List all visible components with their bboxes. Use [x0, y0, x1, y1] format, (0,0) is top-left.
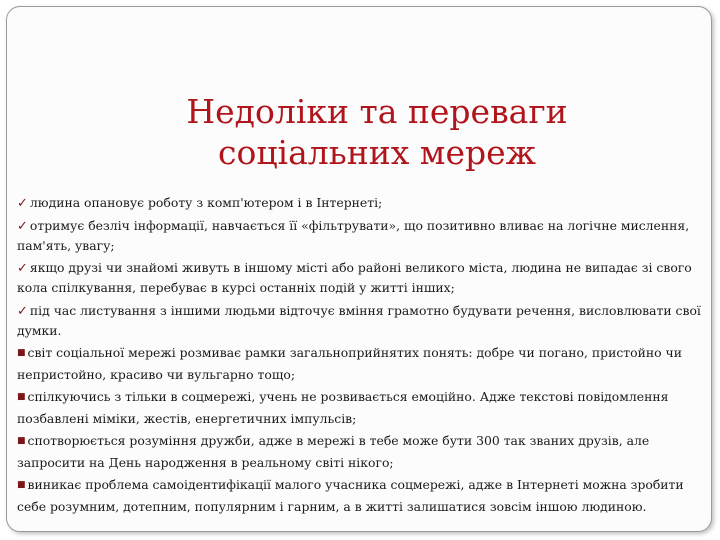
square-bullet-icon: ■ [17, 391, 26, 402]
bullet-item [17, 216, 707, 255]
bullet-item [17, 387, 707, 428]
bullet-item [17, 193, 707, 213]
slide-title [67, 91, 687, 173]
square-bullet-icon: ■ [17, 436, 26, 447]
bullet-item [17, 258, 707, 297]
bullet-list [17, 193, 707, 520]
bullet-item [17, 475, 707, 516]
checkmark-icon: ✓ [17, 303, 28, 319]
bullet-text: людина опановує роботу з комп'ютером і в Інтернеті; [29, 195, 383, 210]
bullet-text: світ соціальної мережі розмиває рамки загальноприйнятих понять: добре чи погано, пристойно чи непристойно, красиво чи вульгарно тощо; [17, 344, 682, 382]
checkmark-icon: ✓ [17, 219, 28, 235]
square-bullet-icon: ■ [17, 347, 26, 358]
slide-title-line-2: соціальних мереж [217, 133, 537, 172]
bullet-text: під час листування з іншими людьми відточує вміння грамотно будувати речення, висловлювати свої думки. [17, 302, 701, 338]
bullet-item [17, 431, 707, 472]
bullet-item [17, 301, 707, 340]
checkmark-icon: ✓ [17, 196, 28, 211]
bullet-text: отримує безліч інформації, навчається її «фільтрувати», що позитивно вливає на логічне мислення, пам'ять, увагу; [17, 218, 690, 254]
slide-title-line-1: Недоліки та переваги [186, 92, 568, 131]
square-bullet-icon: ■ [17, 480, 26, 491]
bullet-text: спілкуючись з тільки в соцмережі, учень не розвивається емоційно. Адже текстові повідомлення позбавлені міміки, жестів, енергетичних імпульсів; [17, 388, 669, 426]
checkmark-icon: ✓ [17, 261, 28, 277]
bullet-text: якщо друзі чи знайомі живуть в іншому місті або районі великого міста, людина не випадає зі свого кола спілкування, перебуває в курсі останніх подій у житті інших; [17, 260, 692, 296]
bullet-item [17, 343, 707, 384]
bullet-text: спотворюється розуміння дружби, адже в мережі в тебе може бути 300 так званих друзів, але запросити на День народження в реальному світі нікого; [17, 433, 650, 471]
bullet-text: виникає проблема самоідентифікації малого учасника соцмережі, адже в Інтернеті можна зробити себе розумним, дотепним, популярним і гарним, а в житті залишатися зовсім іншою людиною. [17, 477, 684, 515]
